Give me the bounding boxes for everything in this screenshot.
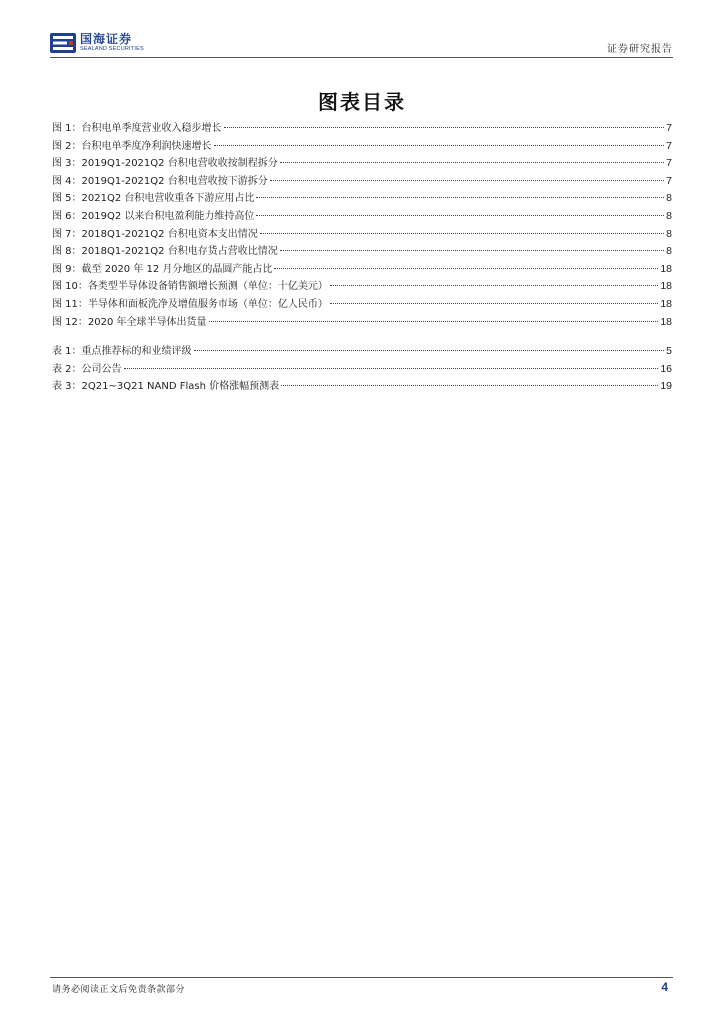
figure-entry-label: 图 8：2018Q1-2021Q2 台积电存货占营收比情况 — [52, 246, 278, 258]
report-type-label: 证券研究报告 — [607, 44, 673, 55]
figure-entry-page: 7 — [666, 157, 672, 170]
dot-leader — [281, 373, 658, 386]
figure-entry[interactable] — [52, 312, 672, 330]
dot-leader — [124, 356, 659, 369]
dot-leader — [214, 133, 665, 146]
dot-leader — [194, 338, 665, 351]
figure-entry-page: 18 — [660, 280, 672, 293]
table-entry[interactable] — [52, 376, 672, 394]
figure-entry-label: 图 6：2019Q2 以来台积电盈利能力维持高位 — [52, 210, 255, 222]
table-entry-label: 表 1：重点推荐标的和业绩评级 — [52, 346, 192, 358]
figure-entry-label: 图 5：2021Q2 台积电营收重各下游应用占比 — [52, 193, 255, 205]
page-title: 图表目录 — [318, 90, 406, 114]
header-divider — [50, 57, 673, 58]
dot-leader — [330, 291, 658, 304]
table-entry-page: 19 — [660, 380, 672, 393]
logo-chinese-name: 国海证券 — [80, 32, 133, 46]
table-entry-label: 表 3：2Q21~3Q21 NAND Flash 价格涨幅预测表 — [52, 381, 280, 393]
figure-entry-page: 8 — [666, 192, 672, 205]
figure-entry-page: 7 — [666, 174, 672, 187]
table-entry-page: 16 — [660, 362, 672, 375]
figure-entry-page: 7 — [666, 139, 672, 152]
dot-leader — [280, 150, 664, 163]
table-entry-page: 5 — [666, 345, 672, 358]
figure-entry-page: 8 — [666, 209, 672, 222]
dot-leader — [256, 185, 664, 198]
dot-leader — [256, 203, 664, 216]
figure-entry-page: 18 — [660, 315, 672, 328]
table-list — [52, 341, 672, 394]
figure-entry-label: 图 3：2019Q1-2021Q2 台积电营收收按制程拆分 — [52, 158, 278, 170]
figure-entry-label: 图 1：台积电单季度营业收入稳步增长 — [52, 123, 222, 134]
disclaimer-note: 请务必阅读正文后免责条款部分 — [52, 985, 186, 995]
page-header — [50, 30, 673, 57]
dot-leader — [209, 309, 659, 322]
figure-entry-page: 18 — [660, 297, 672, 310]
figure-entry-label: 图 9：截至 2020 年 12 月分地区的晶圆产能占比 — [52, 263, 273, 275]
figure-entry-label: 图 10：各类型半导体设备销售额增长预测（单位：十亿美元） — [52, 281, 328, 293]
figure-entry-page: 8 — [666, 245, 672, 258]
table-entry-label: 表 2：公司公告 — [52, 363, 122, 375]
figure-entry-label: 图 12：2020 年全球半导体出货量 — [52, 316, 207, 328]
figure-entry-page: 8 — [666, 227, 672, 240]
dot-leader — [274, 256, 658, 269]
dot-leader — [280, 238, 664, 251]
page-number: 4 — [661, 980, 668, 994]
figure-entry-page: 18 — [660, 262, 672, 275]
dot-leader — [260, 221, 664, 234]
dot-leader — [224, 115, 665, 128]
sealand-logo-icon — [50, 33, 76, 53]
figure-entry-page: 7 — [666, 122, 672, 134]
figure-entry-label: 图 4：2019Q1-2021Q2 台积电营收按下游拆分 — [52, 175, 268, 187]
dot-leader — [330, 273, 658, 286]
figure-list — [52, 118, 672, 329]
sealand-logo — [50, 30, 144, 56]
figure-entry-label: 图 11：半导体和面板洗净及增值服务市场（单位：亿人民币） — [52, 298, 328, 310]
table-of-figures — [52, 118, 672, 394]
logo-english-name: SEALAND SECURITIES — [80, 46, 144, 52]
figure-entry-label: 图 7：2018Q1-2021Q2 台积电资本支出情况 — [52, 228, 258, 240]
dot-leader — [270, 168, 664, 181]
footer-divider — [50, 977, 673, 978]
figure-entry-label: 图 2：台积电单季度净利润快速增长 — [52, 140, 212, 152]
